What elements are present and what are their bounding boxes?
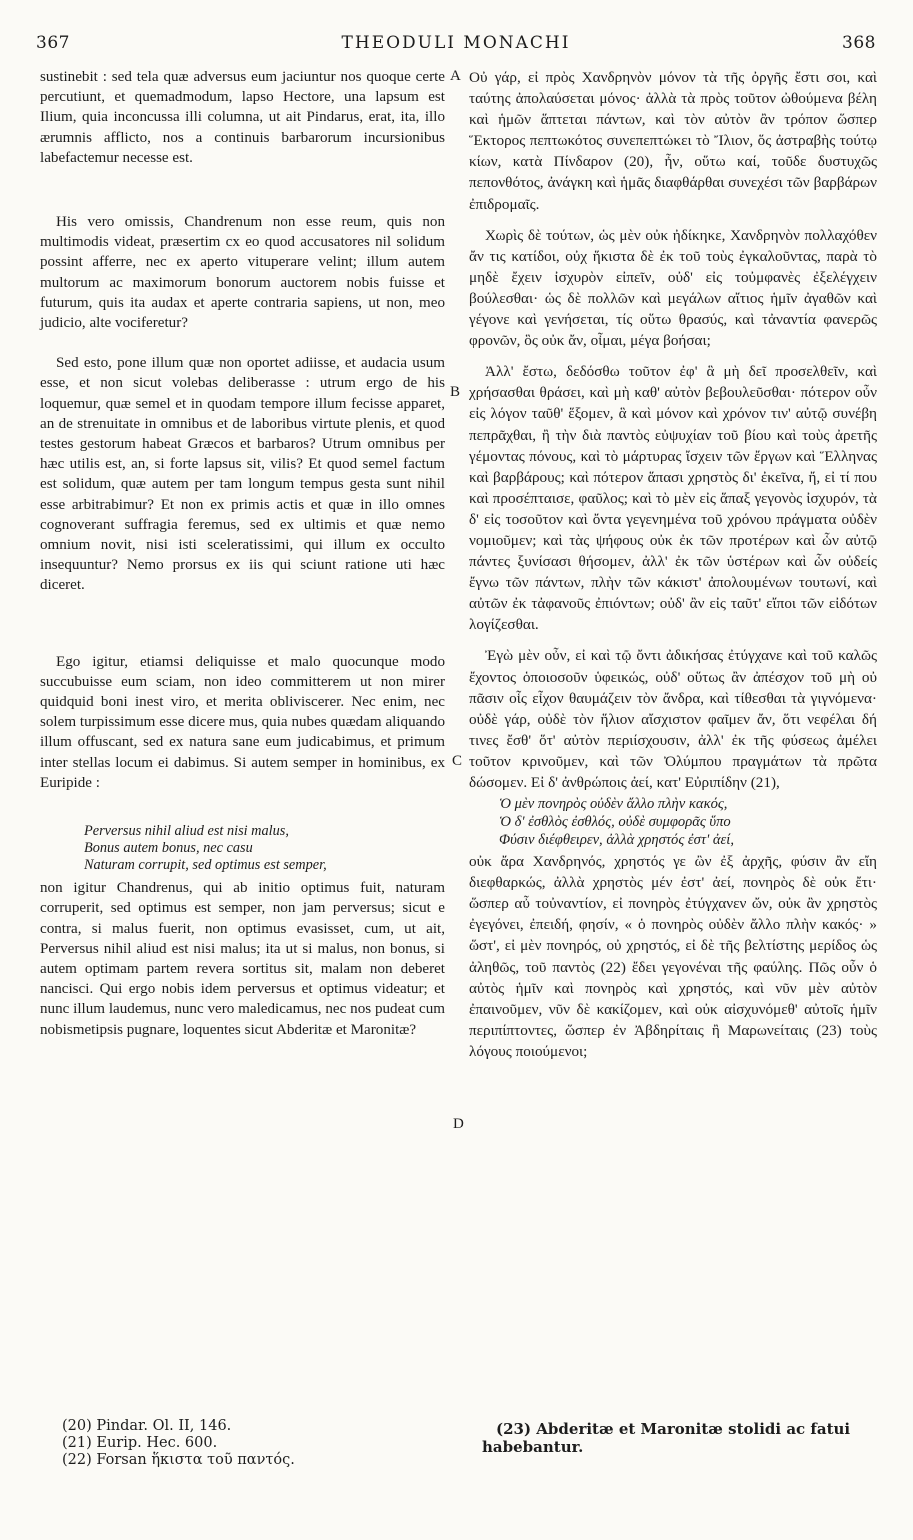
page-number-left: 367 <box>36 33 70 53</box>
footnotes-left <box>62 1418 295 1469</box>
greek-paragraph-5: οὐκ ἄρα Χανδρηνός, χρηστός γε ὢν ἐξ ἀρχῆς, φύσιν ἂν εἴη διεφθαρκώς, ἀλλὰ χρηστὸς μέν ἐστ' ἀεί, πονηρὸς δὲ οὐκ ἔτι· ὥσπερ αὖ τοὐναντίον, εἰ πονηρὸς ἐτύγχανεν ὤν, οὐκ ἂν χρηστὸς ἐγεγόνει, ἐπειδή, φησίν, « ὁ πονηρὸς οὐδὲν ἄλλο πλὴν κακός· » ὥστ', εἰ μὲν πονηρός, οὐ χρηστός, εἰ δὲ τῆς βελτίστης μερίδος ὡς ἀληθῶς, τοῦ παντὸς (22) ἔδει γεγονέναι τῆς φαύλης. Πῶς οὖν ὁ αὐτὸς ἡμῖν καὶ πονηρὸς καὶ χρηστός, καὶ νῦν μὲν αὐτὸν ἐπαινοῦμεν, νῦν δὲ κακίζομεν, καὶ οὐκ αἰσχυνόμεθ' αὐτοῖς ἡμῖν περιπίπτοντες, ὥσπερ ἐν Ἀβδηρίταις ἢ Μαρωνείταις (23) τοὺς λόγους ποιούμενοι; <box>469 853 877 1060</box>
latin-paragraph-3: Sed esto, pone illum quæ non oportet adiisse, et audacia usum esse, et non sicut volebas deliberasse : utrum ergo de his loquemur, quæ semel et in quodam tempore illum fecisse apparet, an de strenuitate in omnibus et de laboribus virtute plenis, et quod testes gestorum habeat Græcos et barbaros? Utrum omnibus per hæc utilis est, an, si forte lapsus sit, vilis? Et quod semel factum est solidum, quæ autem per tam longum tempus gesta sunt nihil esse arbitrabimur? Et non ex primis actis et quæ in illo omnes cognoverant suffragia feremus, sed ex ultimis et quæ nemo omnium novit, nisi isti sceleratissimi, qui illum ex occulto insequuntur? Nemo prorsus ex iis qui sciunt ratione uti hæc diceret. <box>40 355 445 594</box>
latin-paragraph-1: sustinebit : sed tela quæ adversus eum jaciuntur nos quoque certe percutiunt, et quemadmodum, lapso Hectore, una lapsum est Ilium, quia inconcussa illi columna, ut ait Pindarus, erat, ita, illo ærumnis afflicto, nos a continuis barbarorum incursionibus labefactemur necesse est. <box>40 69 445 166</box>
greek-column <box>469 67 877 1062</box>
greek-verse-line: Ὁ δ' ἐσθλὸς ἐσθλός, οὐδὲ συμφορᾶς ὕπο <box>499 814 731 831</box>
greek-paragraph-3: Ἀλλ' ἔστω, δεδόσθω τοῦτον ἐφ' ἃ μὴ δεῖ προσελθεῖν, καὶ χρήσασθαι θράσει, καὶ μὴ καθ' αὐτὸν βεβουλεῦσθαι· πότερον οὖν εἰς λόγον ταῦθ' ἕξομεν, ἃ καὶ μόνον καὶ χρόνον τιν' αὐτῷ συνέβη πεπρᾶχθαι, ἢ τὴν διὰ παντὸς εὐψυχίαν τοῦ βίου καὶ τοὺς ἀρετῆς γέμοντας πόνους, καὶ τὸ μάρτυρας ἴσχειν τῶν ἔργων καὶ Ἕλληνας καὶ βαρβάρους; καὶ πότερον ἅπασι χρηστὸς δι' ἐκεῖνα, ἤ, εἰ τί που καὶ προσέπταισε, φαῦλος; καὶ τὸ μὲν εἰς ἅπαξ γεγονὸς ἰσχυρόν, τὰ δ' εἰς τοσοῦτον καὶ ὄντα γεγενημένα τοῦ χρόνου πράγματα οὐδὲν νομιοῦμεν; καὶ τὰς ψήφους οὐκ ἐκ τῶν προτέρων καὶ ὧν αὐτῷ πάντες ξυνίσασι θήσομεν, ἀλλ' ἐκ τῶν ὑστέρων καὶ ὧν οὐδείς ἔγνω τῶν πάντων, πλὴν τῶν κάκιστ' ἀπολουμένων τουτωνί, καὶ αὐτῶν ἐκ τἀφανοῦς ἐπιόντων; οὐδ' ἂν εἰς ταῦτ' εἴποι τῶν εἰδότων λογίζεσθαι. <box>469 363 877 634</box>
footnote: (22) Forsan ἥκιστα τοῦ παντός. <box>62 1452 295 1468</box>
latin-verse-line: Naturam corrupit, sed optimus est semper, <box>84 857 327 874</box>
latin-paragraph-4: Ego igitur, etiamsi deliquisse et malo quocunque modo succubuisse eum sciam, non ideo committerem ut non mirer quidquid boni inest viro, et merita obliviscerer. Nec enim, nec solem turpissimum esse dicere mus, quia nubes quædam aliquando illum offuscant, sed ex natura sane eum judicabimus, et primum inter stellas locum ei dabimus. Si autem semper in hominibus, ex Euripide : <box>40 653 445 791</box>
latin-verse-line: Perversus nihil aliud est nisi malus, <box>84 823 289 840</box>
latin-verse-quote <box>84 823 445 874</box>
section-marker-d: D <box>453 1116 464 1132</box>
latin-column <box>40 67 445 1040</box>
page-number-right: 368 <box>842 33 876 53</box>
section-marker-b: B <box>450 384 461 400</box>
latin-paragraph-5: non igitur Chandrenus, qui ab initio optimus fuit, naturam corruperit, sed optimus est semper, non jam perversus; sicut e contra, si malus fuerit, non optimus evasisset, cum, ut ait, Perversus nihil aliud est nisi malus; ita ut si malus, non bonus, si autem optimam partem revera sortitus sit, malam non deberet nancisci. Qui ergo nobis idem perversus et optimus videatur; et nunc illum laudemus, nunc vero maledicamus, nec nos pudeat cum nobismetipsis pugnare, loquentes sicut Abderitæ et Maronitæ? <box>40 880 445 1038</box>
running-header <box>36 33 876 63</box>
greek-paragraph-2: Χωρὶς δὲ τούτων, ὡς μὲν οὐκ ἠδίκηκε, Χανδρηνὸν πολλαχόθεν ἄν τις κατίδοι, οὐχ ἥκιστα δὲ ἐκ τοῦ τοὺς ἐγκαλοῦντας, παρὰ τὸ μηδὲ ἔχειν ἰσχυρὸν εἰπεῖν, οὐδ' εἰς τοὐμφανὲς ἐξελέγχειν βούλεσθαι· ὡς δὲ πολλῶν καὶ μεγάλων αἴτιος ἡμῖν ἀγαθῶν καὶ γέγονε καὶ γενήσεται, τίς οὕτω θρασύς, καὶ τἀναντία φανερῶς φρονῶν, ὃς οὐκ ἄν, οἶμαι, μέγα βοήσαι; <box>469 226 877 350</box>
latin-paragraph-2: His vero omissis, Chandrenum non esse reum, quis non multimodis videat, præsertim cx eo quod accusatores nil solidum possint afferre, nec ex aperto vituperare velint; illum autem multorum ac maximorum bonorum auctorem nobis fuisse et futurum, quis ita audax et aperte contraria sapiens, ut non, meo judicio, alte vociferetur? <box>40 214 445 332</box>
greek-paragraph-1: Οὐ γάρ, εἰ πρὸς Χανδρηνὸν μόνον τὰ τῆς ὀργῆς ἔστι σοι, καὶ ταύτης ἀπολαύσεται μόνος· ἀλλὰ τὰ πρὸς τοῦτον ὠθούμενα βέλη καὶ ἡμῶν ἅπτεται πάντων, καὶ τὸν αὐτὸν ἂν τρόπον ὥσπερ Ἕκτορος πεπτωκότος συνεπεπτώκει τὸ Ἴλιον, ὅς ἀστραβὴς τούτῳ κίων, κατὰ Πίνδαρον (20), ἦν, οὕτω καί, τοῦδε δυστυχῶς πεπονθότος, ἀνάγκη καὶ ἡμᾶς διαφθάρθαι συνεχέσι τῶν βαρβάρων ἐπιδρομαῖς. <box>469 69 877 213</box>
footnote: (21) Eurip. Hec. 600. <box>62 1435 218 1451</box>
greek-verse-line: Ὁ μὲν πονηρὸς οὐδὲν ἄλλο πλὴν κακός, <box>499 796 728 813</box>
footnote: (20) Pindar. Ol. II, 146. <box>62 1418 232 1434</box>
running-title: THEODULI MONACHI <box>341 33 571 53</box>
latin-verse-line: Bonus autem bonus, nec casu <box>84 840 253 857</box>
footnote: (23) Abderitæ et Maronitæ stolidi ac fatui habebantur. <box>482 1420 851 1456</box>
footnotes-right <box>482 1420 877 1456</box>
section-marker-c: C <box>452 753 463 769</box>
greek-paragraph-4: Ἐγὼ μὲν οὖν, εἰ καὶ τῷ ὄντι ἀδικήσας ἐτύγχανε καὶ τοῦ καλῶς ἔχοντος ὁποιοσοῦν ὑφεικώς, οὐδ' οὕτως ἂν ἀπέσχον τοῦ μὴ οὐ πᾶσιν οἷς εἶχον θαυμάζειν τὸν ἄνδρα, καὶ τίθεσθαι τὰ γιγνόμενα· οὐδὲ γάρ, οὐδὲ τὸν ἥλιον αἴσχιστον φαῖμεν ἄν, ὅτι νεφέλαι δή τινες ἔσθ' ὅτ' αὐτὸν περιίσχουσιν, ἀλλ' ἐκ τῆς φύσεως ἀμέλει τοῦτον κρινοῦμεν, καὶ τῶν Ὀλύμπου πραγμάτων τὰ πρῶτα δώσομεν. Εἰ δ' ἀνθρώποις ἀεί, κατ' Εὐριπίδην (21), <box>469 647 877 791</box>
section-marker-a: A <box>450 68 461 84</box>
greek-verse-quote <box>499 795 877 849</box>
greek-verse-line: Φύσιν διέφθειρεν, ἀλλὰ χρηστός ἐστ' ἀεί, <box>499 832 734 849</box>
